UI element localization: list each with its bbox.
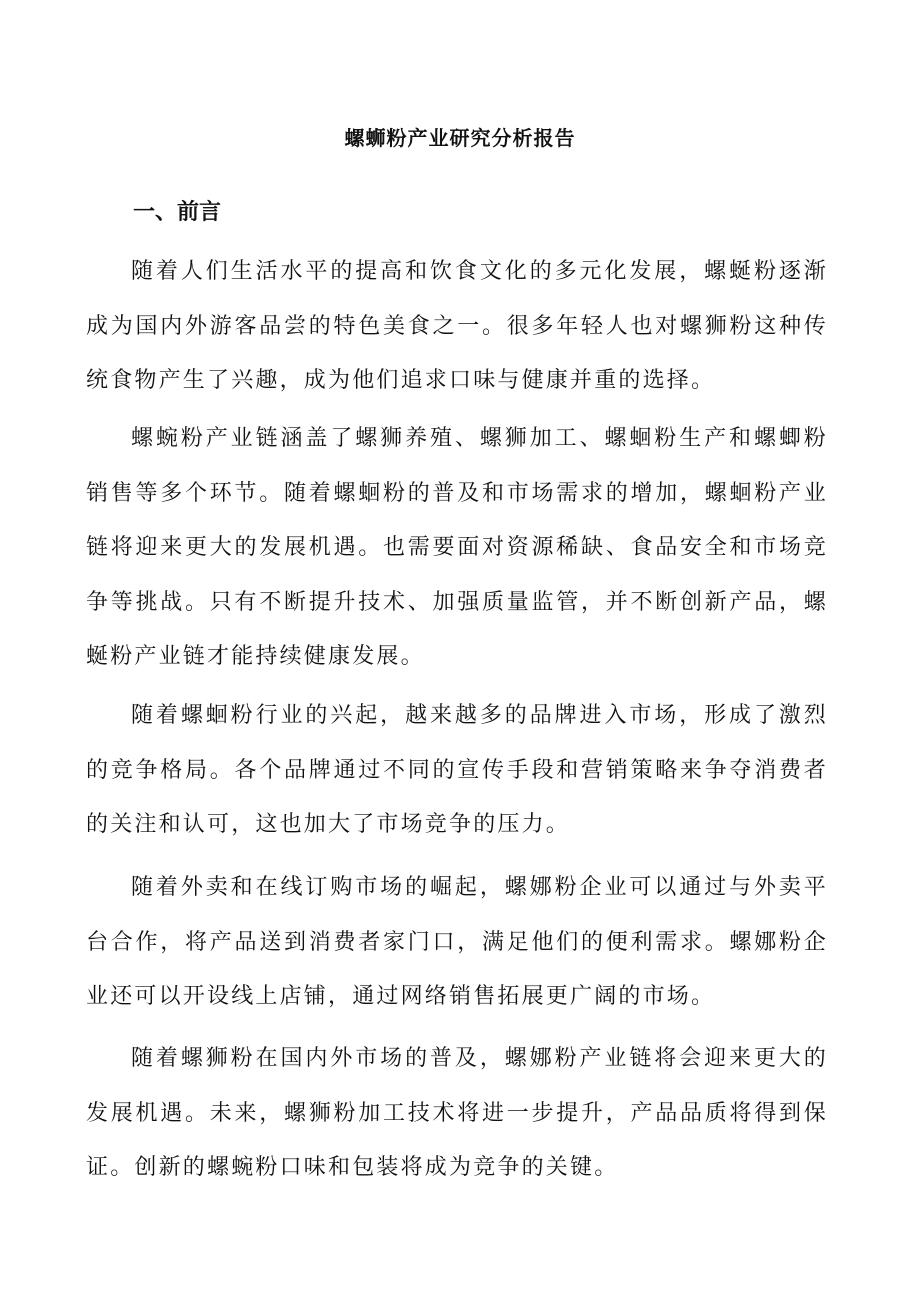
paragraph: 随着螺蛔粉行业的兴起，越来越多的品牌进入市场，形成了激烈的竞争格局。各个品牌通过不同的宣传手段和营销策略来争夺消费者的关注和认可，这也加大了市场竞争的压力。 bbox=[86, 703, 828, 837]
paragraph: 随着螺狮粉在国内外市场的普及，螺娜粉产业链将会迎来更大的发展机遇。未来，螺狮粉加工技术将进一步提升，产品品质将得到保证。创新的螺蜿粉口味和包装将成为竞争的关键。 bbox=[86, 1046, 828, 1180]
section-heading: 一、前言 bbox=[133, 199, 222, 225]
paragraph: 随着外卖和在线订购市场的崛起，螺娜粉企业可以通过与外卖平台合作，将产品送到消费者家门口，满足他们的便利需求。螺娜粉企业还可以开设线上店铺，通过网络销售拓展更广阔的市场。 bbox=[86, 875, 828, 1009]
document-title: 螺蛳粉产业研究分析报告 bbox=[344, 126, 576, 150]
paragraph: 螺蜿粉产业链涵盖了螺狮养殖、螺狮加工、螺蛔粉生产和螺蝍粉销售等多个环节。随着螺蛔粉的普及和市场需求的增加，螺蛔粉产业链将迎来更大的发展机遇。也需要面对资源稀缺、食品安全和市场竞争等挑战。只有不断提升技术、加强质量监管，并不断创新产品，螺蜒粉产业链才能持续健康发展。 bbox=[86, 426, 828, 669]
paragraph: 随着人们生活水平的提高和饮食文化的多元化发展，螺蜒粉逐渐成为国内外游客品尝的特色美食之一。很多年轻人也对螺狮粉这种传统食物产生了兴趣，成为他们追求口味与健康并重的选择。 bbox=[86, 259, 828, 393]
